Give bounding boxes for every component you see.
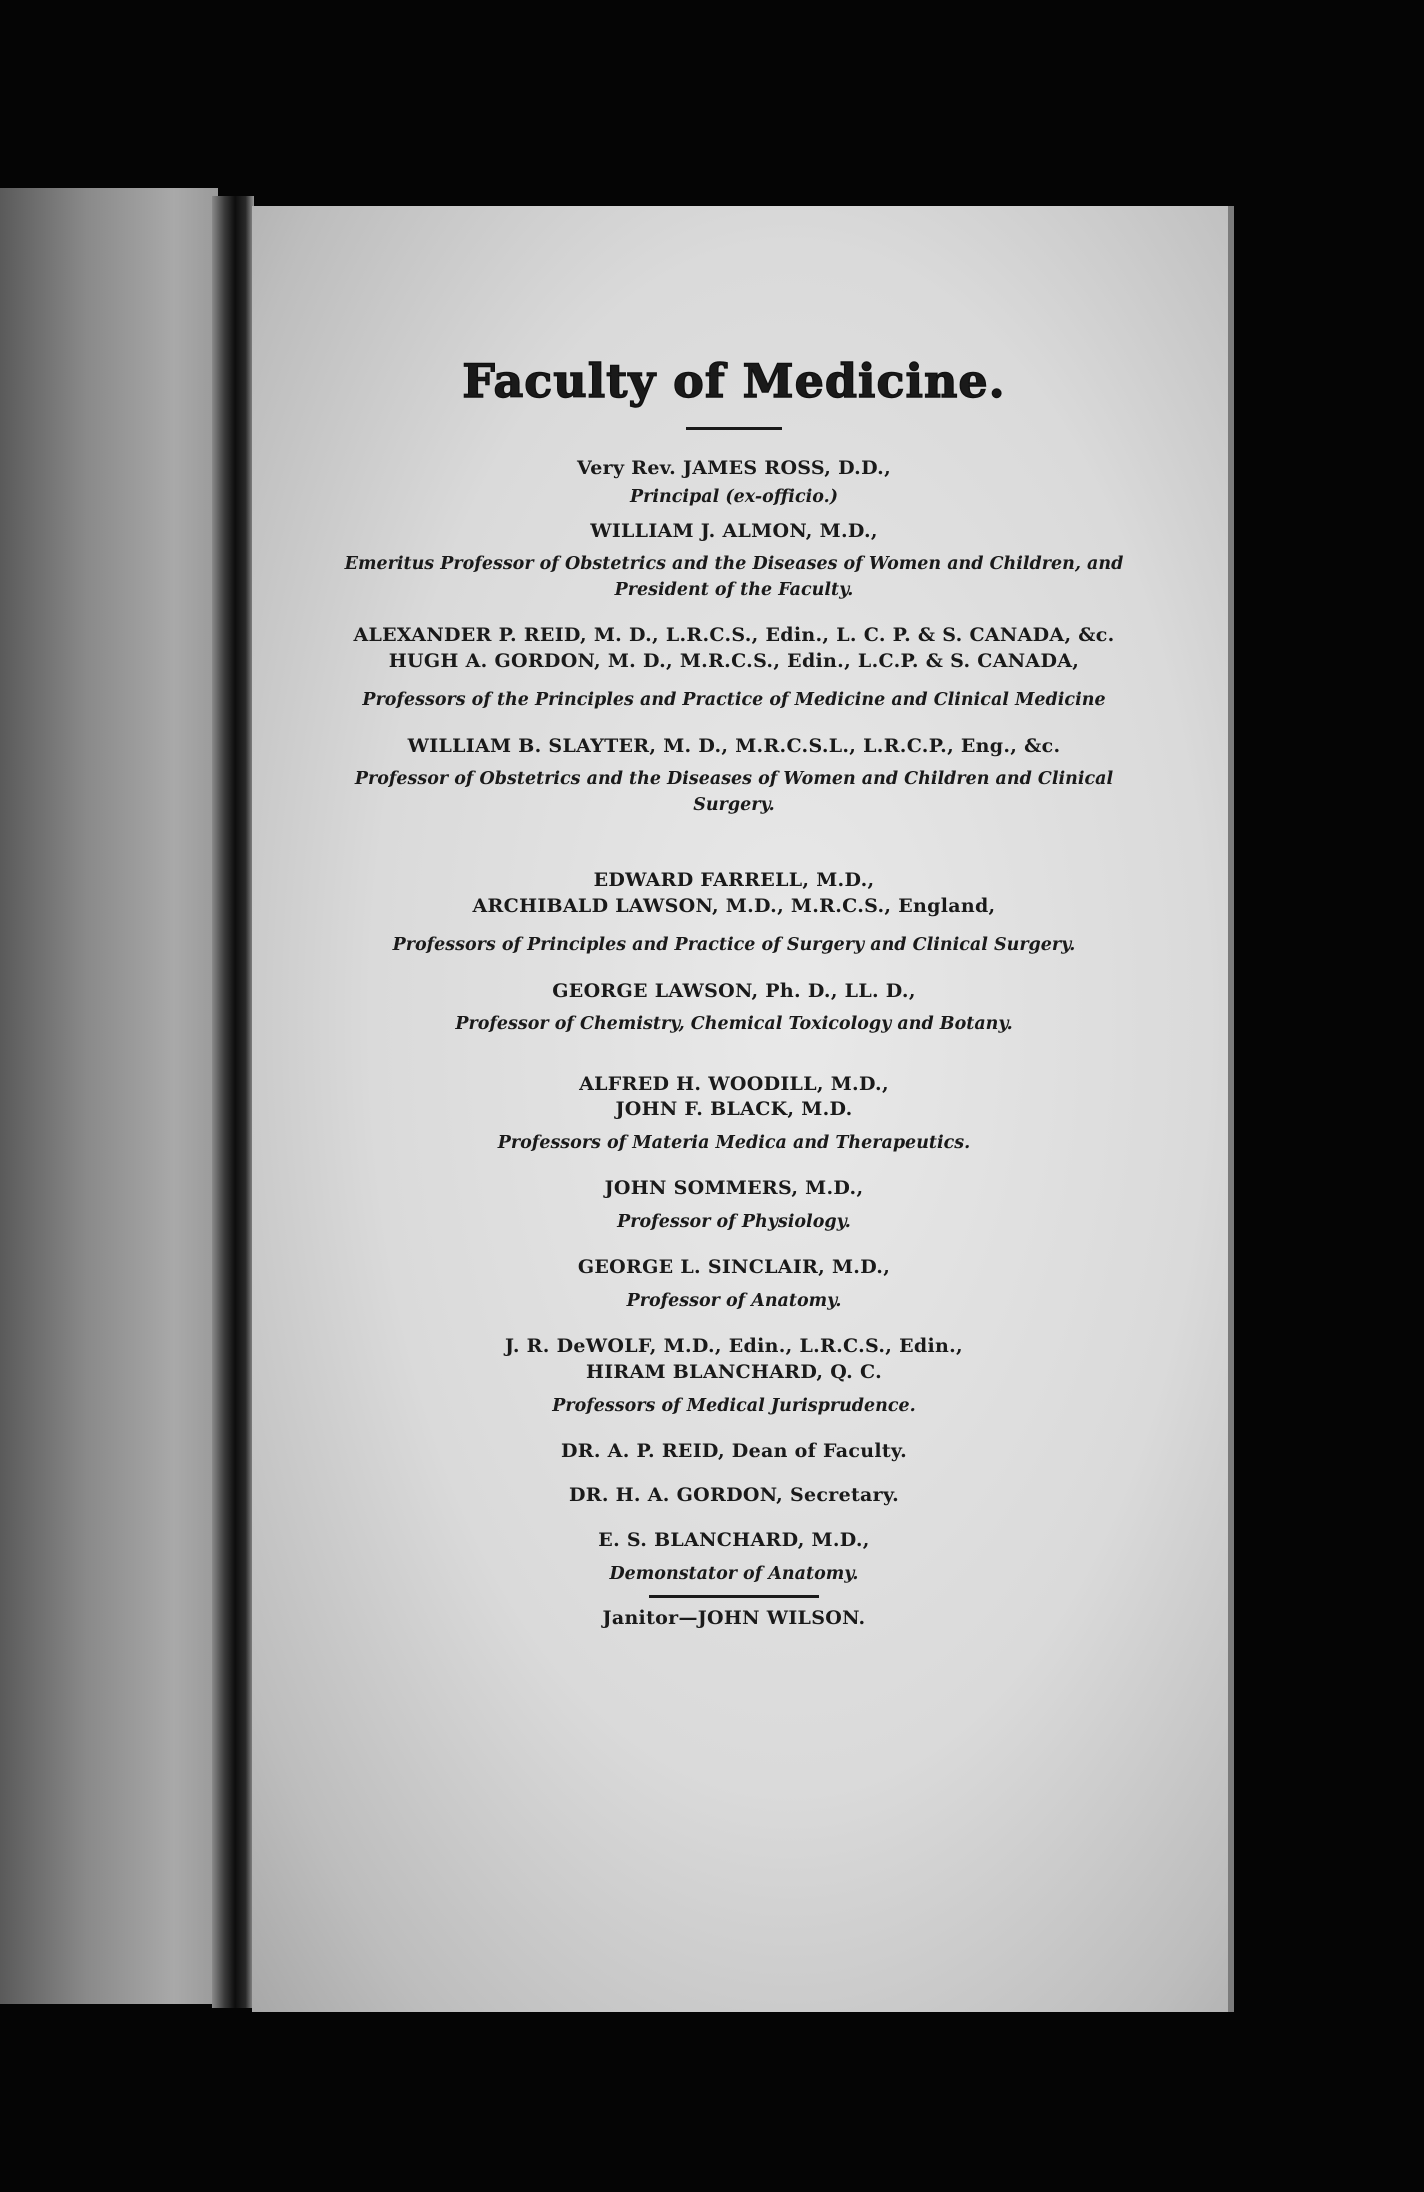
spacer <box>324 838 1144 868</box>
faculty-name: E. S. BLANCHARD, M.D., <box>598 1529 870 1552</box>
faculty-entry <box>324 623 1144 714</box>
faculty-entry <box>324 1072 1144 1157</box>
faculty-entry <box>324 734 1144 818</box>
spacer <box>324 1058 1144 1072</box>
page-edge <box>1228 206 1234 2012</box>
faculty-role: Professors of the Principles and Practice of Medicine and Clinical Medicine <box>362 690 1106 711</box>
faculty-entry <box>324 868 1144 959</box>
document-page <box>252 206 1230 2012</box>
faculty-entry <box>324 1439 1144 1465</box>
footer-rule <box>649 1595 819 1598</box>
faculty-entry <box>324 1334 1144 1419</box>
faculty-name: EDWARD FARRELL, M.D., <box>593 869 875 892</box>
page-content <box>324 356 1144 1632</box>
faculty-name: WILLIAM J. ALMON, M.D., <box>590 519 878 542</box>
dean-line: DR. A. P. REID, Dean of Faculty. <box>560 1440 907 1463</box>
faculty-role: Professors of Principles and Practice of Surgery and Clinical Surgery. <box>392 935 1076 956</box>
faculty-role: Principal (ex-officio.) <box>629 487 838 508</box>
faculty-entry <box>324 519 1144 603</box>
faculty-role: Professors of Materia Medica and Therapeutics. <box>497 1133 971 1153</box>
faculty-role: Professor of Anatomy. <box>626 1291 842 1312</box>
book-gutter <box>212 196 254 2008</box>
faculty-name: ALFRED H. WOODILL, M.D., <box>579 1072 889 1095</box>
faculty-name: ALEXANDER P. REID, M. D., L.R.C.S., Edin., L. C. P. & S. CANADA, &c. <box>353 624 1115 646</box>
faculty-entry <box>324 456 1144 511</box>
faculty-name: JOHN SOMMERS, M.D., <box>604 1177 864 1200</box>
faculty-name: GEORGE LAWSON, Ph. D., LL. D., <box>552 979 916 1002</box>
faculty-entry <box>324 979 1144 1038</box>
faculty-entry <box>324 1528 1144 1587</box>
faculty-name: J. R. DeWOLF, M.D., Edin., L.R.C.S., Edin., <box>505 1335 963 1358</box>
faculty-name: HUGH A. GORDON, M. D., M.R.C.S., Edin., L.C.P. & S. CANADA, <box>388 649 1080 672</box>
secretary-line: DR. H. A. GORDON, Secretary. <box>568 1483 900 1506</box>
faculty-entry <box>324 1176 1144 1235</box>
faculty-name: Very Rev. JAMES ROSS, D.D., <box>576 456 892 479</box>
page-title: Faculty of Medicine. <box>462 354 1006 408</box>
faculty-name: WILLIAM B. SLAYTER, M. D., M.R.C.S.L., L.R.C.P., Eng., &c. <box>407 734 1061 757</box>
faculty-name: JOHN F. BLACK, M.D. <box>615 1098 853 1121</box>
faculty-role: Professor of Physiology. <box>617 1212 851 1233</box>
faculty-name: HIRAM BLANCHARD, Q. C. <box>585 1361 883 1384</box>
title-rule <box>686 427 782 430</box>
left-facing-page <box>0 188 218 2004</box>
faculty-entry <box>324 1255 1144 1314</box>
faculty-role: Professor of Chemistry, Chemical Toxicology and Botany. <box>455 1014 1013 1035</box>
faculty-role: Demonstator of Anatomy. <box>609 1563 859 1584</box>
faculty-name: GEORGE L. SINCLAIR, M.D., <box>577 1256 891 1279</box>
faculty-entry <box>324 1483 1144 1509</box>
faculty-role: Professors of Medical Jurisprudence. <box>552 1395 916 1416</box>
faculty-role: Emeritus Professor of Obstetrics and the Diseases of Women and Children, and President of the Faculty. <box>344 554 1124 600</box>
faculty-role: Professor of Obstetrics and the Diseases of Women and Children and Clinical Surgery. <box>354 769 1114 815</box>
janitor-line: Janitor—JOHN WILSON. <box>602 1607 866 1630</box>
faculty-name: ARCHIBALD LAWSON, M.D., M.R.C.S., England, <box>472 894 996 917</box>
